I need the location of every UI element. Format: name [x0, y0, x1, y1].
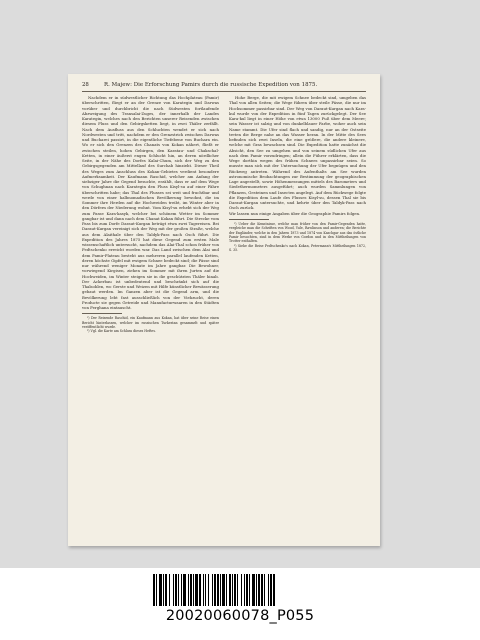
- footnote: ²) Siehe die Reise Fedtschenko's nach Kokan, Petermann's Mittheilungen 1872, S. 35.: [229, 243, 366, 253]
- book-page: [68, 74, 380, 546]
- footnote: ¹) Der Reisende Raschid, ein Kaufmann aus Kokan, hat über seine Reise einen Bericht hinterlassen, welcher im russischen Turkestan gesammelt und später veröffentlicht wurde.: [82, 316, 219, 330]
- right-footnotes: [229, 222, 366, 253]
- right-column: [229, 95, 366, 539]
- page-number: 28: [82, 82, 89, 88]
- left-footnotes: [82, 316, 219, 334]
- barcode-label: 20020060078_P055: [165, 608, 315, 624]
- left-column: [82, 95, 219, 539]
- footnote: ²) Vgl. die Karte am Schluss dieses Heftes.: [87, 329, 156, 334]
- barcode: [153, 574, 323, 606]
- footnote-separator: [229, 219, 269, 220]
- left-column-body: Nachdem er in südwestlicher Richtung das Hochplateau (Pamir) überschritten, fliegt er an der Grenze von Karategin und Darwas vorüber und durchbricht die nach Südwesten fortlaufende Abzweigung des Transalai-Zuges, der innerhalb der Landes Karategin, welches nach den Berichten unserer Reisenden zwischen diesem Fluss und den Gebirgsketten liegt, in zwei Thäler zerfällt. Nach dem Ausfluss aus den Schluchten wendet er sich nach Nordwesten und tritt, nachdem er den Grenzstrich zwischen Darwas und Bucharei passirt, in die eigentliche Tiefebene von Buchara ein. Wo er sich den Grenzen des Chanats von Kokan nähert, fließt er zwischen steilen, hohen Gebirgen, den Karatau- und Chakschal-Ketten, in einer äußerst engen Schlucht hin, an deren nördlicher Seite, in der Nähe des Dorfes Kalai-Chum, sich der Weg zu den Gebirgsgegenden am Mittellauf des Surchab hinzieht. Dieser Theil des Weges zum Anschluss des Kokan-Gebietes verdient besondere Aufmerksamkeit. Der Kaufmann Raschid, welcher am Anfang der siebziger Jahre die Gegend besuchte, erzählt, dass er auf dem Wege von Schughnan nach Karategin den Fluss Kisyl-su auf einer Fähre überschritten habe; das Thal des Flusses sei weit und fruchtbar und werde von einer halbnomadischen Bevölkerung bewohnt, die im Sommer ihre Herden auf die Hochweiden treibt, im Winter aber in den Dörfern der Niederung wohnt. Vom Kisyl-su erhebt sich der Weg zum Passe Kara-kasyk, welcher bei schönem Wetter im Sommer gangbar ist und dann nach dem Chanat Kokan führt. Die Strecke vom Pass bis zum Dorfe Daraut-Kurgan beträgt etwa zwei Tagereisen. Bei Daraut-Kurgan vereinigt sich der Weg mit der großen Straße, welche aus dem Alaithale über den Taldyk-Pass nach Osch führt. Die Expedition des Jahres 1875 hat diese Gegend zum ersten Male wissenschaftlich untersucht, nachdem das Alai-Thal schon früher von Fedtschenko erreicht worden war. Das Land zwischen dem Alai und dem Pamir-Plateau besteht aus mehreren parallel laufenden Ketten, deren höchste Gipfel mit ewigem Schnee bedeckt sind; die Pässe sind nur während weniger Monate im Jahre gangbar. Die Bewohner, vorwiegend Kirgisen, ziehen im Sommer mit ihren Jurten auf die Hochweiden, im Winter steigen sie in die geschützten Thäler hinab. Der Ackerbau ist unbedeutend und beschränkt sich auf die Thalsohlen, wo Gerste und Weizen mit Hilfe künstlicher Bewässerung gebaut werden. Im Ganzen aber ist die Gegend arm, und die Bevölkerung lebt fast ausschließlich von der Viehzucht, deren Producte sie gegen Getreide und Manufacturwaaren in den Städten von Ferghana eintauscht.: [82, 95, 219, 310]
- footnote-separator: [82, 313, 122, 314]
- footnote: ¹) Ueber die Kenntnisse, welche man früher von den Pamir-Gegenden hatte, vergleiche man die Schriften von Wood, Yule, Rawlinson und anderen; die Berichte der Engländer, welche in den Jahren 1873 und 1874 von Kaschgar aus das östliche Pamir besuchten, sind in dem Werke von Gordon und in den Mittheilungen von Trotter enthalten.: [229, 221, 366, 244]
- header-rule: [82, 91, 366, 92]
- right-column-body: Hohe Berge, die mit ewigem Schnee bedeckt sind, umgeben das Thal von allen Seiten; die Wege führen über steile Pässe, die nur im Hochsommer passirbar sind. Der Weg von Daraut-Kurgan nach Kara-kul wurde von der Expedition in fünf Tagen zurückgelegt. Der See Kara-kul liegt in einer Höhe von etwa 13000 Fuß über dem Meere; sein Wasser ist salzig und von dunkelblauer Farbe, woher auch sein Name stammt. Die Ufer sind flach und sandig, nur an der Ostseite treten die Berge nahe an das Wasser heran. In der Mitte des Sees befinden sich zwei Inseln, die eine größere, die andere kleinere, welche mit Gras bewachsen sind. Die Expedition hatte zunächst die Absicht, den See zu umgehen und von seinem südlichen Ufer aus nach dem Pamir vorzudringen; allein die Führer erklärten, dass die Wege dorthin wegen des frühen Schnees unpassirbar seien. So musste man sich mit der Untersuchung der Ufer begnügen und den Rückweg antreten. Während des Aufenthalts am See wurden astronomische Beobachtungen zur Bestimmung der geographischen Lage angestellt, sowie Höhenmessungen mittels des Barometers und Siedethermometers ausgeführt; auch wurden Sammlungen von Pflanzen, Gesteinen und Insecten angelegt. Auf dem Rückwege folgte die Expedition dem Laufe des Flusses Kisyl-su, dessen Thal sie bis Daraut-Kurgan untersuchte, und kehrte über den Taldyk-Pass nach Osch zurück.: [229, 95, 366, 211]
- section-lead-in: Wir lassen nun einige Angaben über die Geographie Pamirs folgen.: [229, 210, 361, 216]
- running-head-title: R. Majew: Die Erforschung Pamirs durch die russische Expedition von 1875.: [104, 82, 318, 88]
